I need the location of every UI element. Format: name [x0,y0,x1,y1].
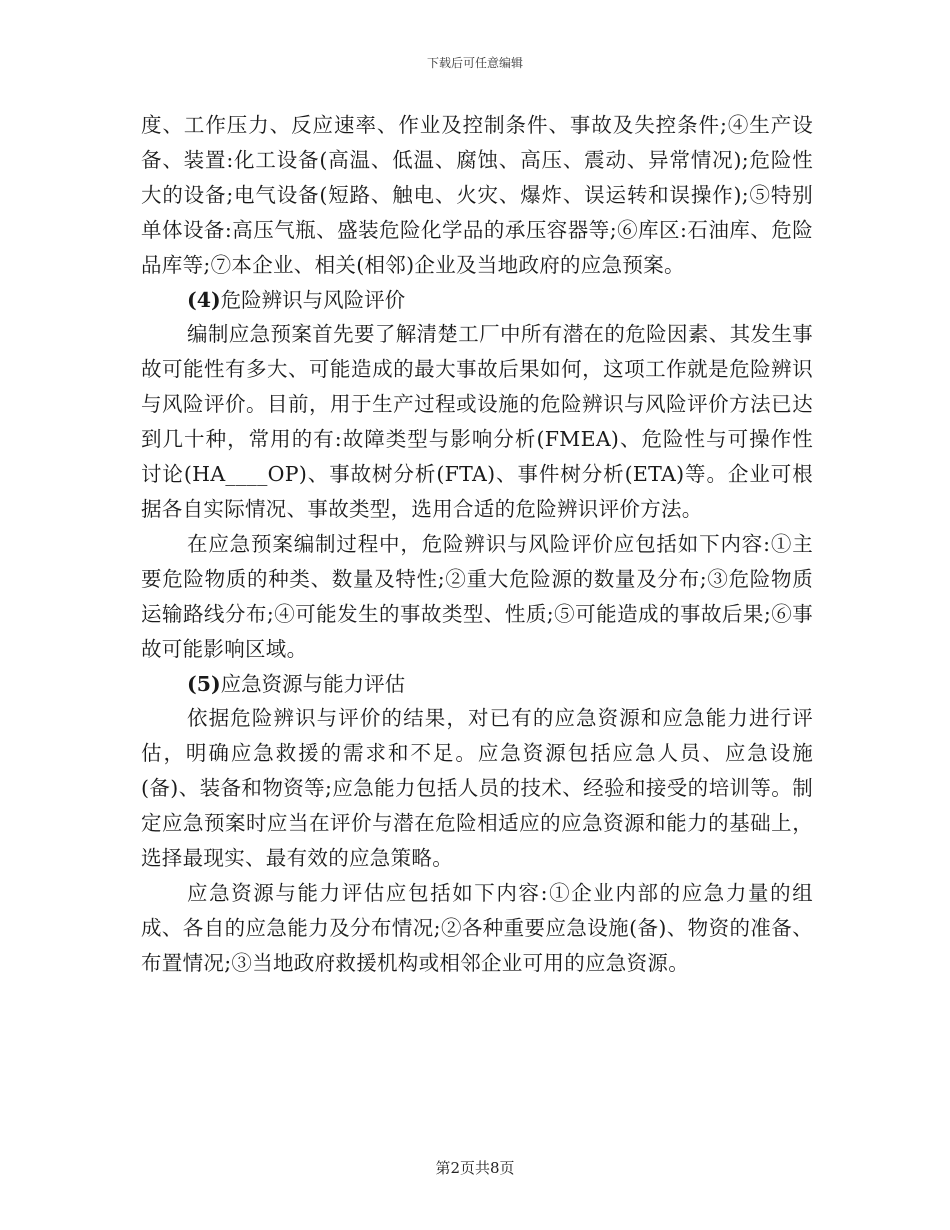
section-heading-4 [141,283,813,318]
section-title: 危险辨识与风险评价 [220,287,406,312]
paragraph: 依据危险辨识与评价的结果，对已有的应急资源和应急能力进行评估，明确应急救援的需求和不足。应急资源包括应急人员、应急设施(备)、装备和物资等;应急能力包括人员的技术、经验和接受的培训等。制定应急预案时应当在评价与潜在危险相适应的应急资源和能力的基础上，选择最现实、最有效的应急策略。 [141,706,813,871]
paragraph-continued: 度、工作压力、反应速率、作业及控制条件、事故及失控条件;④生产设备、装置:化工设备(高温、低温、腐蚀、高压、震动、异常情况);危险性大的设备;电气设备(短路、触电、火灾、爆炸、误运转和误操作);⑤特别单体设备:高压气瓶、盛装危险化学品的承压容器等;⑥库区:石油库、危险品库等;⑦本企业、相关(相邻)企业及当地政府的应急预案。 [141,113,813,277]
header-note: 下载后可任意编辑 [426,56,523,70]
paragraph: 在应急预案编制过程中，危险辨识与风险评价应包括如下内容:①主要危险物质的种类、数量及特性;②重大危险源的数量及分布;③危险物质运输路线分布;④可能发生的事故类型、性质;⑤可能造成的事故后果;⑥事故可能影响区域。 [141,531,813,661]
document-body [141,108,813,981]
section-heading-5 [141,667,813,702]
paragraph: 编制应急预案首先要了解清楚工厂中所有潜在的危险因素、其发生事故可能性有多大、可能造成的最大事故后果如何，这项工作就是危险辨识与风险评价。目前，用于生产过程或设施的危险辨识与风险评价方法已达到几十种，常用的有:故障类型与影响分析(FMEA)、危险性与可操作性讨论(HA____OP)、事故树分析(FTA)、事件树分析(ETA)等。企业可根据各自实际情况、事故类型，选用合适的危险辨识评价方法。 [141,322,813,521]
paragraph: 应急资源与能力评估应包括如下内容:①企业内部的应急力量的组成、各自的应急能力及分布情况;②各种重要应急设施(备)、物资的准备、布置情况;③当地政府救援机构或相邻企业可用的应急资源。 [141,880,813,975]
section-number: (4) [187,287,221,312]
page-number: 第2页共8页 [435,1159,515,1177]
section-number: (5) [187,671,221,696]
section-title: 应急资源与能力评估 [220,671,406,696]
